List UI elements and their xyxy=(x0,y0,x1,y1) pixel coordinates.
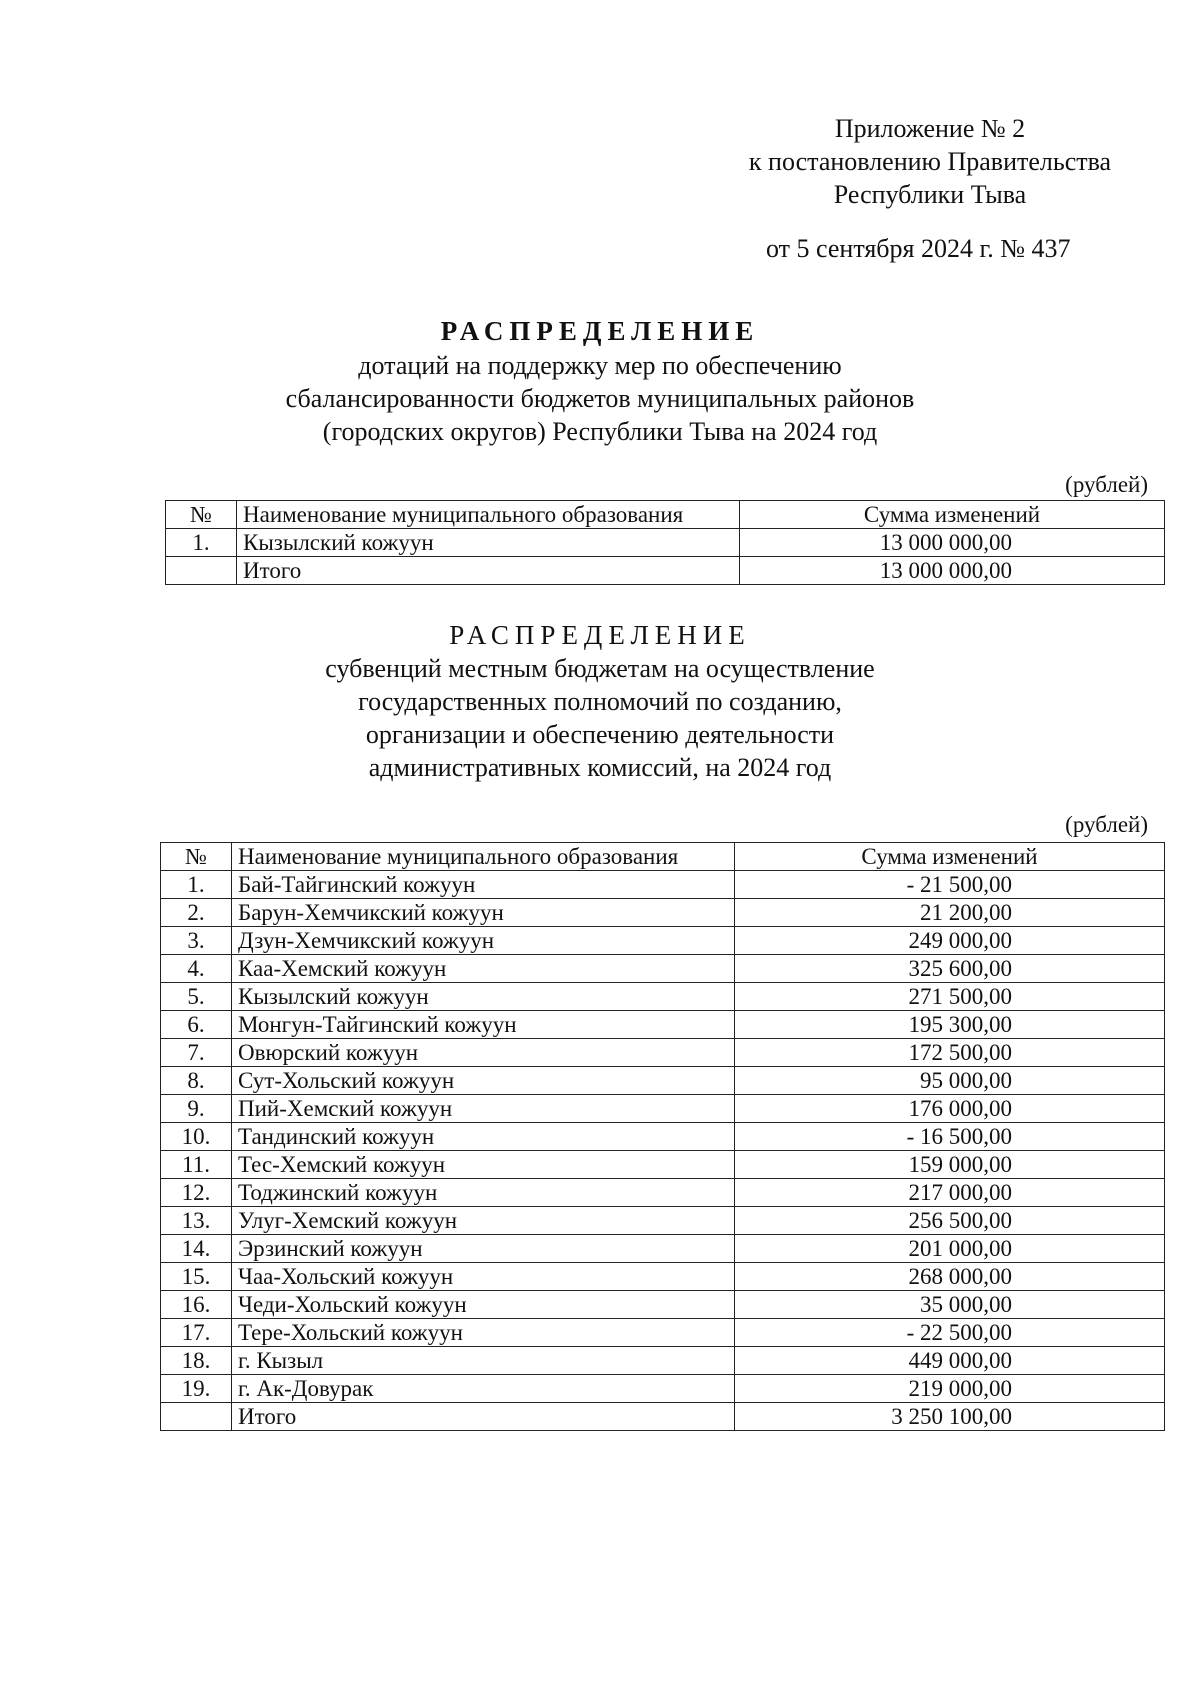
row-number: 1. xyxy=(161,871,232,899)
table-row xyxy=(161,899,1165,927)
table-row xyxy=(161,1123,1165,1151)
table-row xyxy=(161,1011,1165,1039)
row-number: 6. xyxy=(161,1011,232,1039)
row-number: 13. xyxy=(161,1207,232,1235)
row-sum: 268 000,00 xyxy=(735,1263,1165,1291)
row-number: 17. xyxy=(161,1319,232,1347)
row-sum: 217 000,00 xyxy=(735,1179,1165,1207)
section1-units: (рублей) xyxy=(1065,472,1148,497)
row-sum: 219 000,00 xyxy=(735,1375,1165,1403)
row-name: Тоджинский кожуун xyxy=(232,1179,735,1207)
row-sum: 13 000 000,00 xyxy=(740,557,1165,585)
section2-subtitle xyxy=(0,652,1200,784)
section1-table-body xyxy=(166,529,1165,585)
row-number: 7. xyxy=(161,1039,232,1067)
row-name: Барун-Хемчикский кожуун xyxy=(232,899,735,927)
row-number: 3. xyxy=(161,927,232,955)
subtitle-line: (городских округов) Республики Тыва на 2024 год xyxy=(322,417,878,446)
row-name: Тере-Хольский кожуун xyxy=(232,1319,735,1347)
table-row xyxy=(161,983,1165,1011)
row-number: 16. xyxy=(161,1291,232,1319)
subtitle-line: организации и обеспечению деятельности xyxy=(365,720,835,749)
row-name: Итого xyxy=(237,557,740,585)
subtitle-line: административных комиссий, на 2024 год xyxy=(368,753,832,782)
row-name: Кызылский кожуун xyxy=(232,983,735,1011)
annex-date: от 5 сентября 2024 г. № 437 xyxy=(766,234,1071,263)
table-row xyxy=(161,1151,1165,1179)
row-name: Кызылский кожуун xyxy=(237,529,740,557)
row-number: 12. xyxy=(161,1179,232,1207)
section1-subtitle xyxy=(0,349,1200,448)
row-name: Каа-Хемский кожуун xyxy=(232,955,735,983)
table-row xyxy=(161,1403,1165,1431)
row-number: 1. xyxy=(166,529,237,557)
col-name-header: Наименование муниципального образования xyxy=(232,843,735,871)
row-sum: - 21 500,00 xyxy=(735,871,1165,899)
row-number: 4. xyxy=(161,955,232,983)
row-name: Тес-Хемский кожуун xyxy=(232,1151,735,1179)
table-row xyxy=(161,871,1165,899)
row-sum: 159 000,00 xyxy=(735,1151,1165,1179)
row-number: 2. xyxy=(161,899,232,927)
row-number: 10. xyxy=(161,1123,232,1151)
row-number: 11. xyxy=(161,1151,232,1179)
row-number xyxy=(161,1403,232,1431)
row-sum: 13 000 000,00 xyxy=(740,529,1165,557)
row-name: Чеди-Хольский кожуун xyxy=(232,1291,735,1319)
table-row xyxy=(161,1207,1165,1235)
row-name: Бай-Тайгинский кожуун xyxy=(232,871,735,899)
annex-block xyxy=(700,112,1160,211)
section2-title: РАСПРЕДЕЛЕНИЕ xyxy=(449,620,751,650)
table-row xyxy=(161,1039,1165,1067)
annex-line: Приложение № 2 xyxy=(834,114,1026,143)
table-row xyxy=(161,1263,1165,1291)
table-row xyxy=(161,1095,1165,1123)
row-name: Монгун-Тайгинский кожуун xyxy=(232,1011,735,1039)
table-row xyxy=(161,927,1165,955)
row-number xyxy=(166,557,237,585)
table-row xyxy=(161,1179,1165,1207)
table-row xyxy=(161,1319,1165,1347)
annex-line: к постановлению Правительства xyxy=(748,147,1112,176)
subtitle-line: государственных полномочий по созданию, xyxy=(358,687,842,716)
row-sum: 271 500,00 xyxy=(735,983,1165,1011)
row-name: Сут-Хольский кожуун xyxy=(232,1067,735,1095)
section2-table xyxy=(160,842,1165,1431)
subtitle-line: дотаций на поддержку мер по обеспечению xyxy=(358,351,842,380)
row-sum: - 16 500,00 xyxy=(735,1123,1165,1151)
row-sum: 325 600,00 xyxy=(735,955,1165,983)
section2-table-body xyxy=(161,871,1165,1431)
table-row xyxy=(161,1235,1165,1263)
row-name: Овюрский кожуун xyxy=(232,1039,735,1067)
row-sum: 449 000,00 xyxy=(735,1347,1165,1375)
table-row xyxy=(161,1067,1165,1095)
subtitle-line: сбалансированности бюджетов муниципальных районов xyxy=(285,384,915,413)
row-name: Пий-Хемский кожуун xyxy=(232,1095,735,1123)
col-num-header: № xyxy=(161,843,232,871)
col-sum-header: Сумма изменений xyxy=(740,501,1165,529)
row-name: г. Ак-Довурак xyxy=(232,1375,735,1403)
annex-line: Республики Тыва xyxy=(833,180,1027,209)
row-sum: 35 000,00 xyxy=(735,1291,1165,1319)
section2-units: (рублей) xyxy=(1065,812,1148,837)
row-sum: 21 200,00 xyxy=(735,899,1165,927)
row-number: 14. xyxy=(161,1235,232,1263)
col-num-header: № xyxy=(166,501,237,529)
row-sum: 195 300,00 xyxy=(735,1011,1165,1039)
row-sum: 172 500,00 xyxy=(735,1039,1165,1067)
col-name-header: Наименование муниципального образования xyxy=(237,501,740,529)
table-row xyxy=(166,557,1165,585)
row-number: 9. xyxy=(161,1095,232,1123)
table-header-row xyxy=(166,501,1165,529)
row-sum: 3 250 100,00 xyxy=(735,1403,1165,1431)
table-row xyxy=(161,1291,1165,1319)
row-sum: 176 000,00 xyxy=(735,1095,1165,1123)
section1-table xyxy=(165,500,1165,585)
row-name: Тандинский кожуун xyxy=(232,1123,735,1151)
row-number: 19. xyxy=(161,1375,232,1403)
row-sum: 256 500,00 xyxy=(735,1207,1165,1235)
row-number: 15. xyxy=(161,1263,232,1291)
row-number: 8. xyxy=(161,1067,232,1095)
row-name: Дзун-Хемчикский кожуун xyxy=(232,927,735,955)
table-row xyxy=(161,1375,1165,1403)
table-row xyxy=(161,955,1165,983)
row-name: Улуг-Хемский кожуун xyxy=(232,1207,735,1235)
row-name: Эрзинский кожуун xyxy=(232,1235,735,1263)
row-sum: 95 000,00 xyxy=(735,1067,1165,1095)
col-sum-header: Сумма изменений xyxy=(735,843,1165,871)
row-sum: 201 000,00 xyxy=(735,1235,1165,1263)
row-name: Чаа-Хольский кожуун xyxy=(232,1263,735,1291)
section1-title: РАСПРЕДЕЛЕНИЕ xyxy=(440,316,760,346)
table-row xyxy=(161,1347,1165,1375)
row-number: 5. xyxy=(161,983,232,1011)
row-sum: - 22 500,00 xyxy=(735,1319,1165,1347)
row-name: Итого xyxy=(232,1403,735,1431)
row-sum: 249 000,00 xyxy=(735,927,1165,955)
table-header-row xyxy=(161,843,1165,871)
table-row xyxy=(166,529,1165,557)
row-name: г. Кызыл xyxy=(232,1347,735,1375)
row-number: 18. xyxy=(161,1347,232,1375)
subtitle-line: субвенций местным бюджетам на осуществление xyxy=(325,654,875,683)
